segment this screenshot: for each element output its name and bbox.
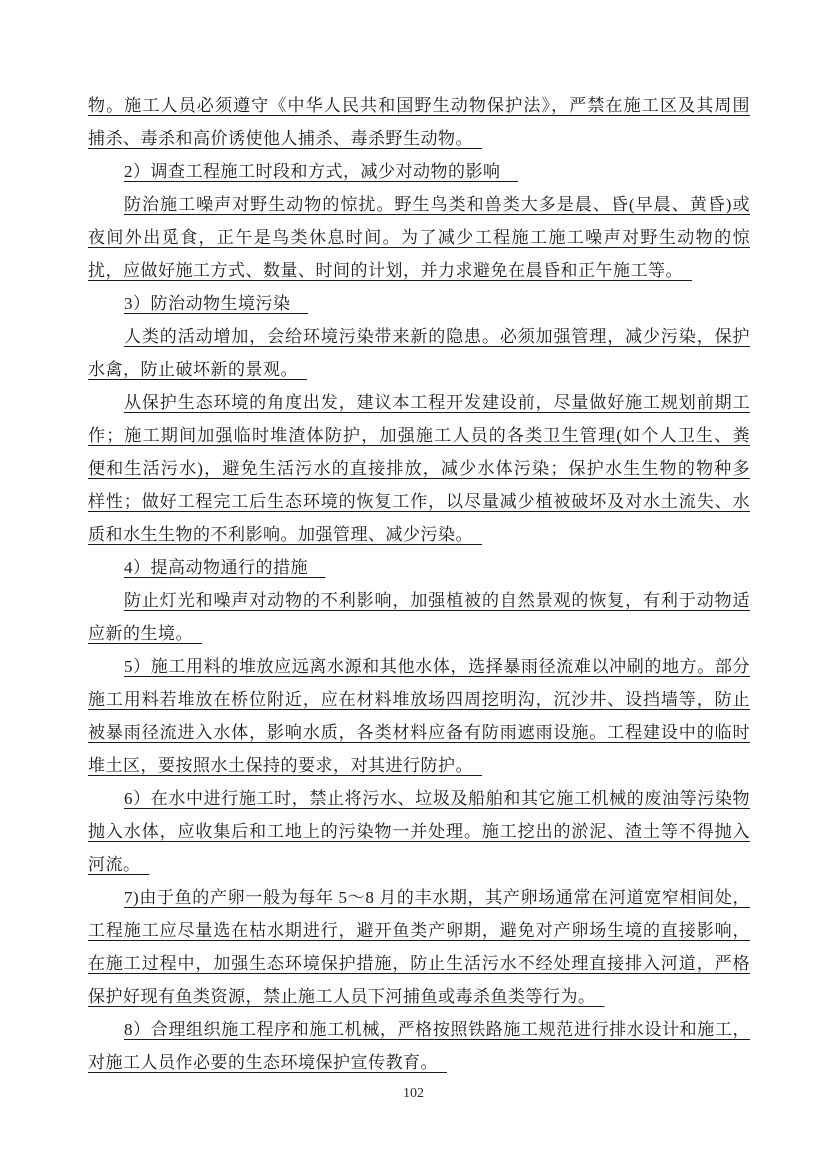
underlined-text: 水禽，防止破坏新的景观。 [88, 360, 307, 379]
underlined-text: 对施工人员作必要的生态环境保护宣传教育。 [88, 1053, 447, 1072]
text-line [88, 452, 750, 485]
text-line [88, 518, 750, 551]
text-line [88, 287, 750, 320]
underlined-text: 防止灯光和噪声对动物的不利影响，加强植被的自然景观的恢复，有利于动物适 [124, 591, 750, 610]
underlined-text: 在施工过程中，加强生态环境保护措施，防止生活污水不经处理直接排入河道，严格 [88, 954, 750, 973]
text-line [88, 914, 750, 947]
text-line [88, 89, 750, 122]
text-line [88, 584, 750, 617]
underlined-text: 施工用料若堆放在桥位附近，应在材料堆放场四周挖明沟，沉沙井、设挡墙等，防止 [88, 690, 750, 709]
underlined-text: 7)由于鱼的产卵一般为每年 5～8 月的丰水期，其产卵场通常在河道宽窄相间处， [124, 888, 750, 907]
underlined-text: 抛入水体，应收集后和工地上的污染物一并处理。施工挖出的淤泥、渣土等不得抛入 [88, 822, 750, 841]
underlined-text: 作；施工期间加强临时堆渣体防护，加强施工人员的各类卫生管理(如个人卫生、粪 [88, 426, 750, 445]
underlined-text: 2）调查工程施工时段和方式，减少对动物的影响 [124, 162, 518, 181]
text-line [88, 683, 750, 716]
underlined-text: 质和水生生物的不利影响。加强管理、减少污染。 [88, 525, 482, 544]
underlined-text: 被暴雨径流进入水体，影响水质，各类材料应备有防雨遮雨设施。工程建设中的临时 [88, 723, 750, 742]
text-line [88, 419, 750, 452]
text-line [88, 485, 750, 518]
text-line [88, 947, 750, 980]
text-line [88, 782, 750, 815]
underlined-text: 8）合理组织施工程序和施工机械，严格按照铁路施工规范进行排水设计和施工， [124, 1020, 750, 1039]
text-line [88, 221, 750, 254]
underlined-text: 防治施工噪声对野生动物的惊扰。野生鸟类和兽类大多是晨、昏(早晨、黄昏)或 [124, 195, 750, 214]
text-line [88, 155, 750, 188]
underlined-text: 从保护生态环境的角度出发，建议本工程开发建设前，尽量做好施工规划前期工 [124, 393, 750, 412]
underlined-text: 捕杀、毒杀和高价诱使他人捕杀、毒杀野生动物。 [88, 129, 482, 148]
text-line [88, 254, 750, 287]
text-line [88, 980, 750, 1013]
text-line [88, 650, 750, 683]
underlined-text: 样性；做好工程完工后生态环境的恢复工作，以尽量减少植被破坏及对水土流失、水 [88, 492, 750, 511]
text-line [88, 815, 750, 848]
underlined-text: 5）施工用料的堆放应远离水源和其他水体，选择暴雨径流难以冲刷的地方。部分 [124, 657, 750, 676]
underlined-text: 应新的生境。 [88, 624, 202, 643]
page-number: 102 [403, 1086, 424, 1101]
page-body-text [88, 89, 750, 1079]
text-line [88, 320, 750, 353]
text-line [88, 1013, 750, 1046]
text-line [88, 122, 750, 155]
underlined-text: 河流。 [88, 855, 150, 874]
underlined-text: 扰，应做好施工方式、数量、时间的计划，并力求避免在晨昏和正午施工等。 [88, 261, 692, 280]
underlined-text: 6）在水中进行施工时，禁止将污水、垃圾及船舶和其它施工机械的废油等污染物 [124, 789, 750, 808]
underlined-text: 便和生活污水)，避免生活污水的直接排放，减少水体污染；保护水生生物的物种多 [88, 459, 750, 478]
text-line [88, 188, 750, 221]
text-line [88, 716, 750, 749]
text-line [88, 617, 750, 650]
text-line [88, 386, 750, 419]
text-line [88, 353, 750, 386]
underlined-text: 夜间外出觅食，正午是鸟类休息时间。为了减少工程施工施工噪声对野生动物的惊 [88, 228, 750, 247]
underlined-text: 3）防治动物生境污染 [124, 294, 308, 313]
text-line [88, 749, 750, 782]
text-line [88, 1046, 750, 1079]
underlined-text: 工程施工应尽量选在枯水期进行，避开鱼类产卵期，避免对产卵场生境的直接影响， [88, 921, 750, 940]
text-line [88, 848, 750, 881]
underlined-text: 保护好现有鱼类资源，禁止施工人员下河捕鱼或毒杀鱼类等行为。 [88, 987, 605, 1006]
underlined-text: 堆土区，要按照水土保持的要求，对其进行防护。 [88, 756, 482, 775]
underlined-text: 4）提高动物通行的措施 [124, 558, 326, 577]
underlined-text: 人类的活动增加，会给环境污染带来新的隐患。必须加强管理，减少污染，保护 [124, 327, 750, 346]
text-line [88, 551, 750, 584]
text-line [88, 881, 750, 914]
underlined-text: 物。施工人员必须遵守《中华人民共和国野生动物保护法》，严禁在施工区及其周围 [88, 96, 750, 115]
